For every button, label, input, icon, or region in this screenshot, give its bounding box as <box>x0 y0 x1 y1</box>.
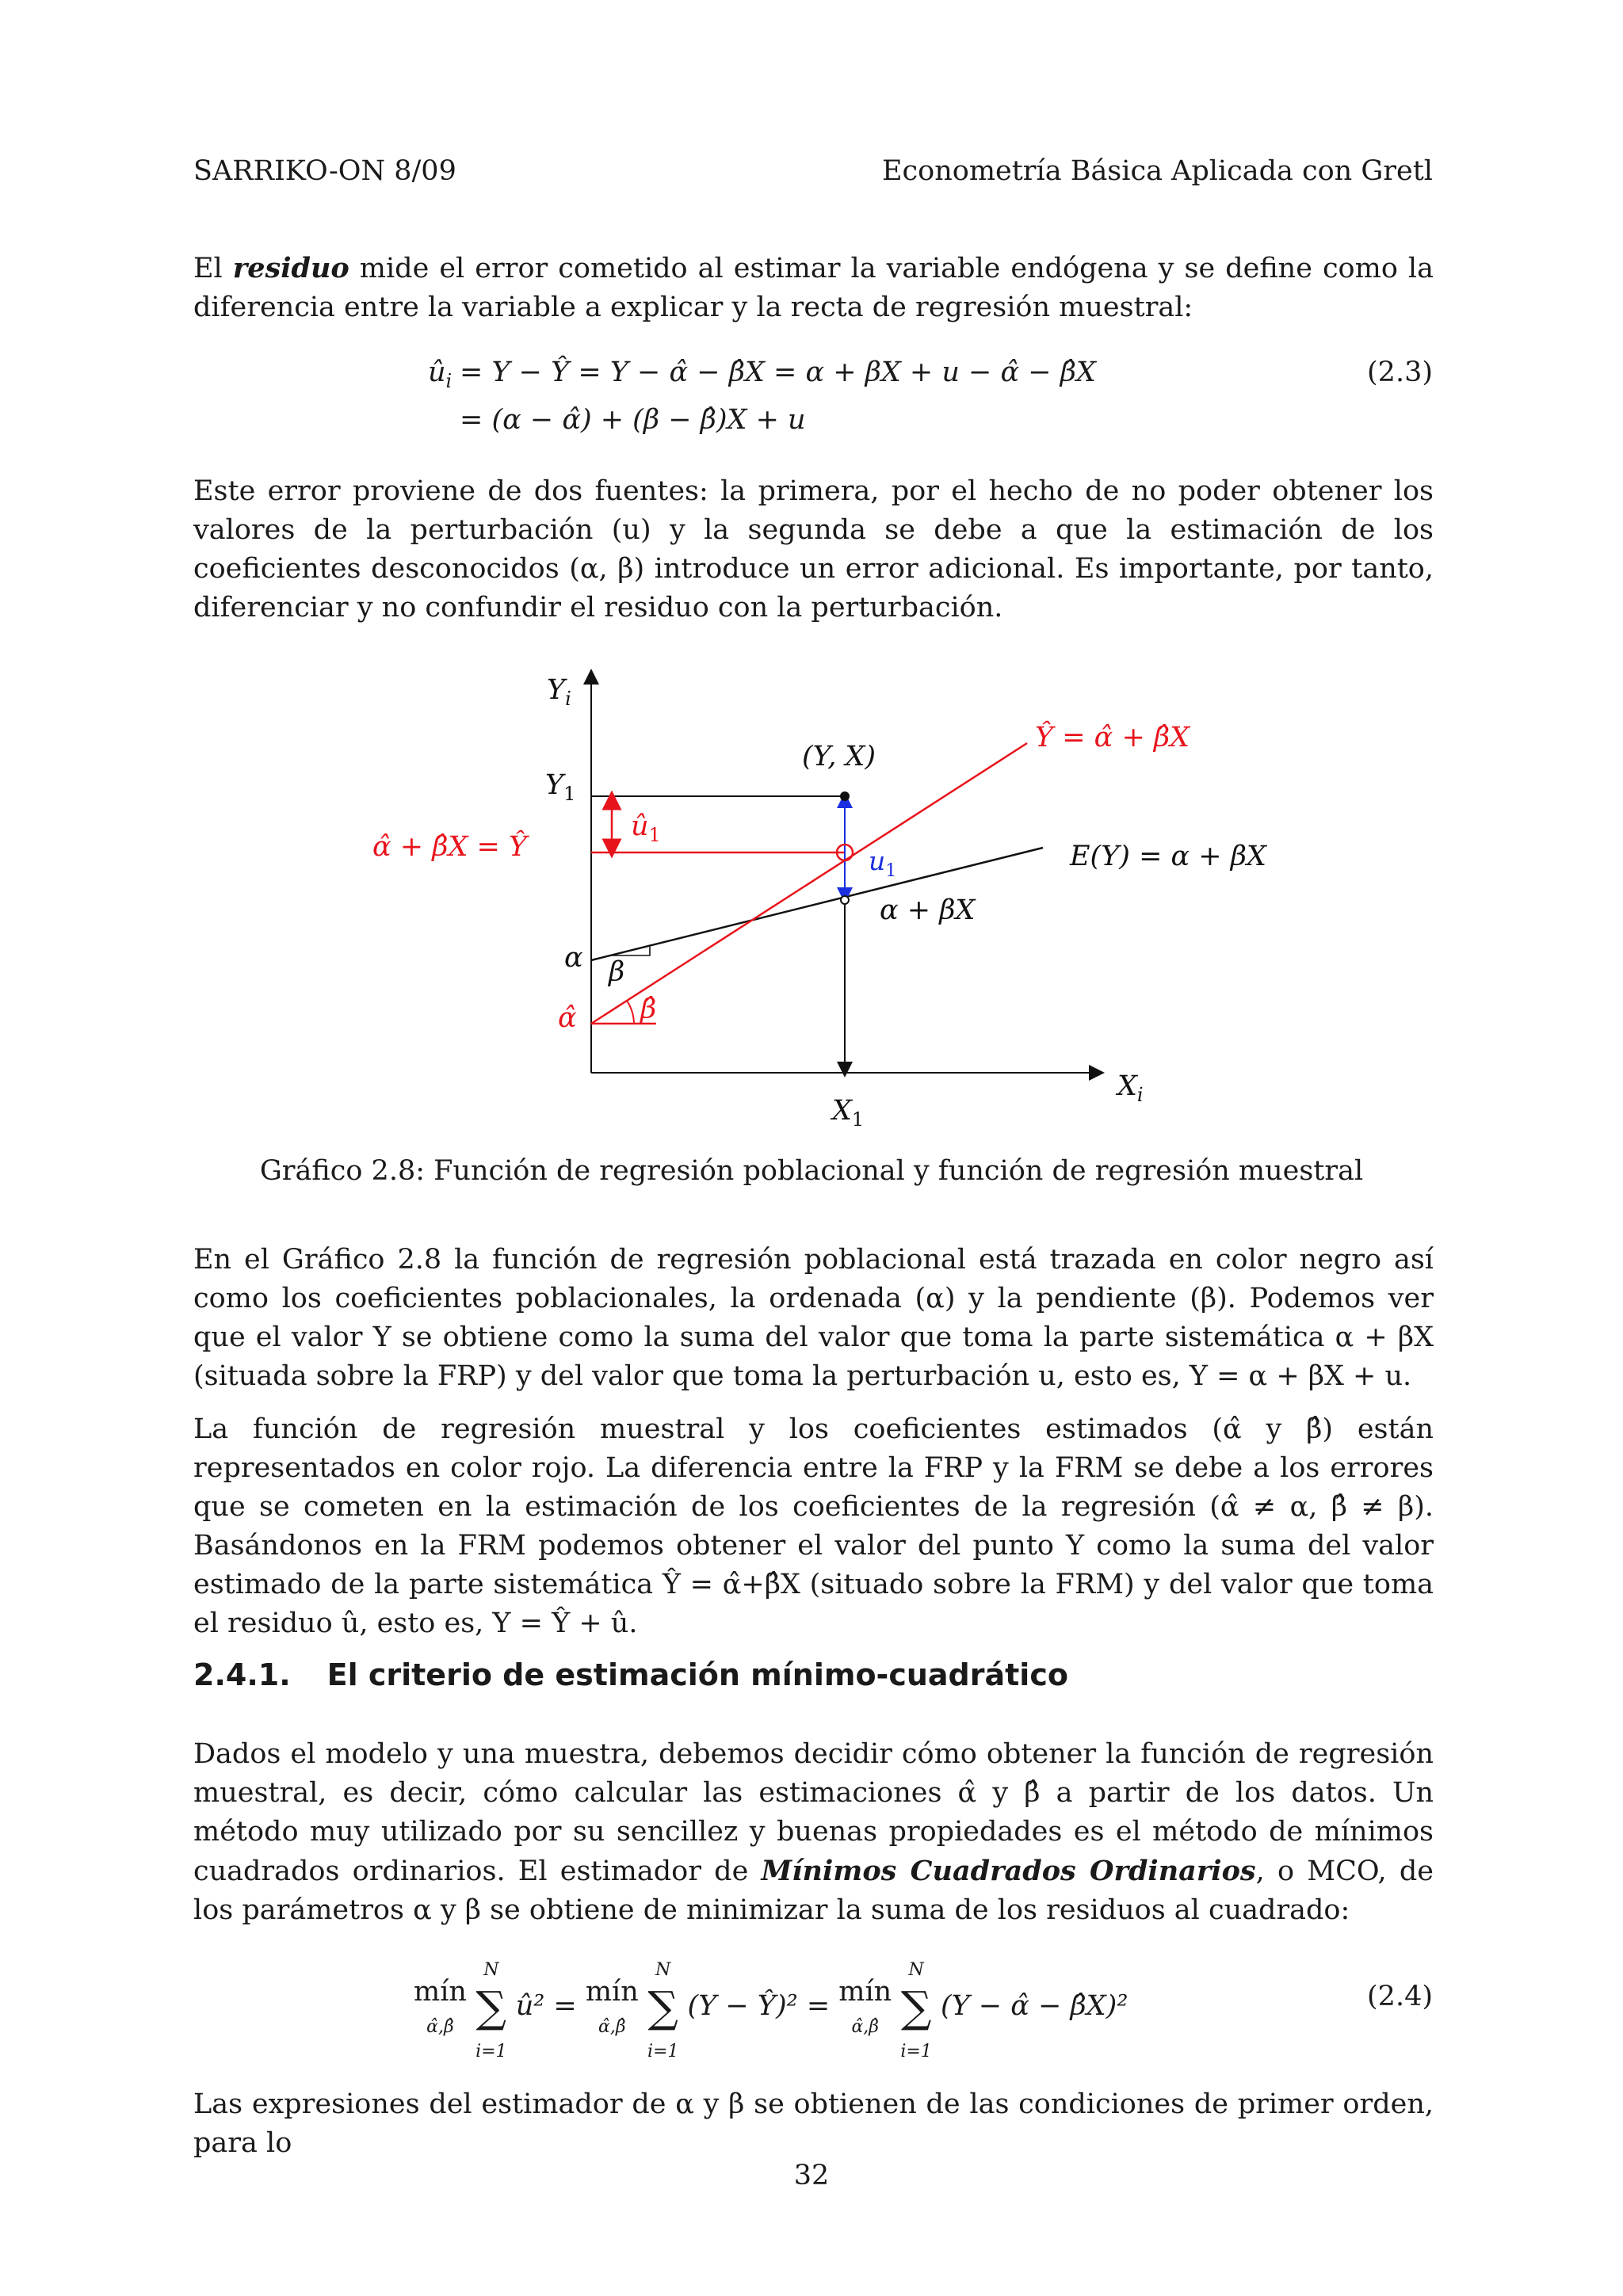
axis-y-label: $Y_i$ <box>547 674 571 710</box>
min-op: mín <box>585 1975 639 2008</box>
axis-x-label: $X_i$ <box>1117 1070 1144 1106</box>
alpha-label: α <box>564 942 583 974</box>
uhat1-label: $û_1$ <box>631 810 661 846</box>
equation-2-3-line2: = (α − α̂) + (β − β̂)X + u <box>460 404 806 436</box>
section-number: 2.4.1. <box>193 1657 291 1692</box>
equation-2-3-line1-rhs: = Y − Ŷ = Y − α̂ − β̂X = α + βX + u − α̂ − β̂X <box>460 357 1096 388</box>
page-number: 32 <box>793 2160 830 2191</box>
sum-bottom: i=1 <box>475 2042 507 2061</box>
eq24-sum-2 <box>647 1951 678 2064</box>
sum-bottom: i=1 <box>647 2042 679 2061</box>
figure-caption: Gráfico 2.8: Función de regresión poblacional y función de regresión muestral <box>259 1155 1364 1187</box>
observed-point-label: (Y, X) <box>802 741 876 772</box>
beta-label: β <box>609 956 625 988</box>
y1-label: $Y_1$ <box>545 769 576 805</box>
sum-symbol: ∑ <box>475 1982 507 2032</box>
paragraph-error-sources: Este error proviene de dos fuentes: la primera, por el hecho de no poder obtener los valores de la perturbación (u) y la segunda se debe a que la estimación de los coeficientes desconocidos (α, β) introduce un error adicional. Es importante, por tanto, diferenciar y no confundir el residuo con la perturbación. <box>193 475 1434 624</box>
alphahat-label: α̂ <box>558 1002 577 1034</box>
eq24-term3: (Y − α̂ − β̂X)² <box>940 1990 1128 2022</box>
eq23-lhs: û <box>428 357 446 388</box>
sum-bottom: i=1 <box>900 2042 932 2061</box>
para1-post: mide el error cometido al estimar la variable endógena y se define como la diferencia entre la variable a explicar y la recta de regresión muestral: <box>193 253 1434 323</box>
eq24-min-1 <box>414 1976 467 2039</box>
sum-top: N <box>655 1960 671 1980</box>
min-op: mín <box>838 1975 892 2008</box>
section-title: El criterio de estimación mínimo-cuadrático <box>327 1657 1068 1692</box>
paragraph-frp-description: En el Gráfico 2.8 la función de regresión poblacional está trazada en color negro así como los coeficientes poblacionales, la ordenada (α) y la pendiente (β). Podemos ver que el valor Y se obtiene como la suma del valor que toma la parte sistemática α + βX (situada sobre la FRP) y del valor que toma la perturbación u, esto es, Y = α + βX + u. <box>193 1244 1434 1392</box>
x1-label: $X_1$ <box>832 1095 865 1131</box>
u1-label: $u_1$ <box>869 845 897 881</box>
eq24-term2: (Y − Ŷ)² <box>687 1990 798 2022</box>
section-heading-2-4-1 <box>193 1657 1068 1692</box>
betahat-angle-arc <box>627 1001 634 1024</box>
sum-symbol: ∑ <box>647 1982 678 2032</box>
min-sub: α̂,β̂ <box>426 2016 454 2037</box>
fitted-value-label: α̂ + β̂X = Ŷ <box>372 831 528 863</box>
regression-figure <box>0 658 1623 1165</box>
sum-top: N <box>908 1960 924 1980</box>
frp-line <box>591 848 1043 960</box>
paragraph-mco <box>193 1735 1434 1930</box>
running-header-left: SARRIKO-ON 8/09 <box>193 155 456 187</box>
equation-number-2-3: (2.3) <box>1367 357 1433 388</box>
equation-2-4: mín α̂,β̂ N ∑ i=1 û² = mín α̂,β̂ N ∑ i=1 (Y − Ŷ)² = mín α̂,β̂ N ∑ i=1 (Y − α̂ − β̂X)² <box>414 1951 1128 2038</box>
frm-equation-label: Ŷ = α̂ + β̂X <box>1035 722 1190 753</box>
eq24-term1: û² <box>515 1990 545 2022</box>
min-sub: α̂,β̂ <box>598 2016 626 2037</box>
para5-post: , o MCO, de los parámetros α y β se obtiene de minimizar la suma de los residuos al cuadrado: <box>193 1855 1434 1926</box>
sum-top: N <box>483 1960 499 1980</box>
para1-pre: El <box>193 253 233 284</box>
eq24-sum-1 <box>475 1951 506 2064</box>
paragraph-frm-description: La función de regresión muestral y los coeficientes estimados (α̂ y β̂) están representados en color rojo. La diferencia entre la FRP y la FRM se debe a los errores que se cometen en la estimación de los coeficientes de la regresión (α̂ ≠ α, β̂ ≠ β). Basándonos en la FRM podemos obtener el valor del punto Y como la suma del valor estimado de la parte sistemática Ŷ = α̂+β̂X (situado sobre la FRM) y del valor que toma el residuo û, esto es, Y = Ŷ + û. <box>193 1413 1434 1639</box>
running-header-right: Econometría Básica Aplicada con Gretl <box>882 155 1433 187</box>
observed-point <box>840 791 850 801</box>
paragraph-residuo <box>193 249 1434 327</box>
frp-equation-label: E(Y) = α + βX <box>1070 841 1266 872</box>
sum-symbol: ∑ <box>900 1982 932 2032</box>
eq24-sum-3 <box>900 1951 931 2064</box>
frp-point <box>841 896 849 904</box>
paragraph-first-order: Las expresiones del estimador de α y β se obtienen de las condiciones de primer orden, para lo <box>193 2088 1434 2159</box>
equation-number-2-4: (2.4) <box>1367 1981 1433 2012</box>
equation-2-3-line1: $û_i$ <box>428 357 453 392</box>
min-sub: α̂,β̂ <box>851 2016 880 2037</box>
betahat-label: β̂ <box>640 994 657 1025</box>
eq24-min-2 <box>586 1976 639 2039</box>
term-residuo: residuo <box>232 252 349 284</box>
min-op: mín <box>414 1975 467 2008</box>
frm-line <box>591 743 1027 1024</box>
eq24-min-3 <box>838 1976 892 2039</box>
para5-pre: Dados el modelo y una muestra, debemos decidir cómo obtener la función de regresión muestral, es decir, cómo calcular las estimaciones α̂ y β̂ a partir de los datos. Un método muy utilizado por su sencillez y buenas propiedades es el método de mínimos cuadrados ordinarios. El estimador de <box>193 1738 1434 1887</box>
term-mco: Mínimos Cuadrados Ordinarios <box>761 1855 1256 1887</box>
frp-point-label: α + βX <box>880 894 976 926</box>
